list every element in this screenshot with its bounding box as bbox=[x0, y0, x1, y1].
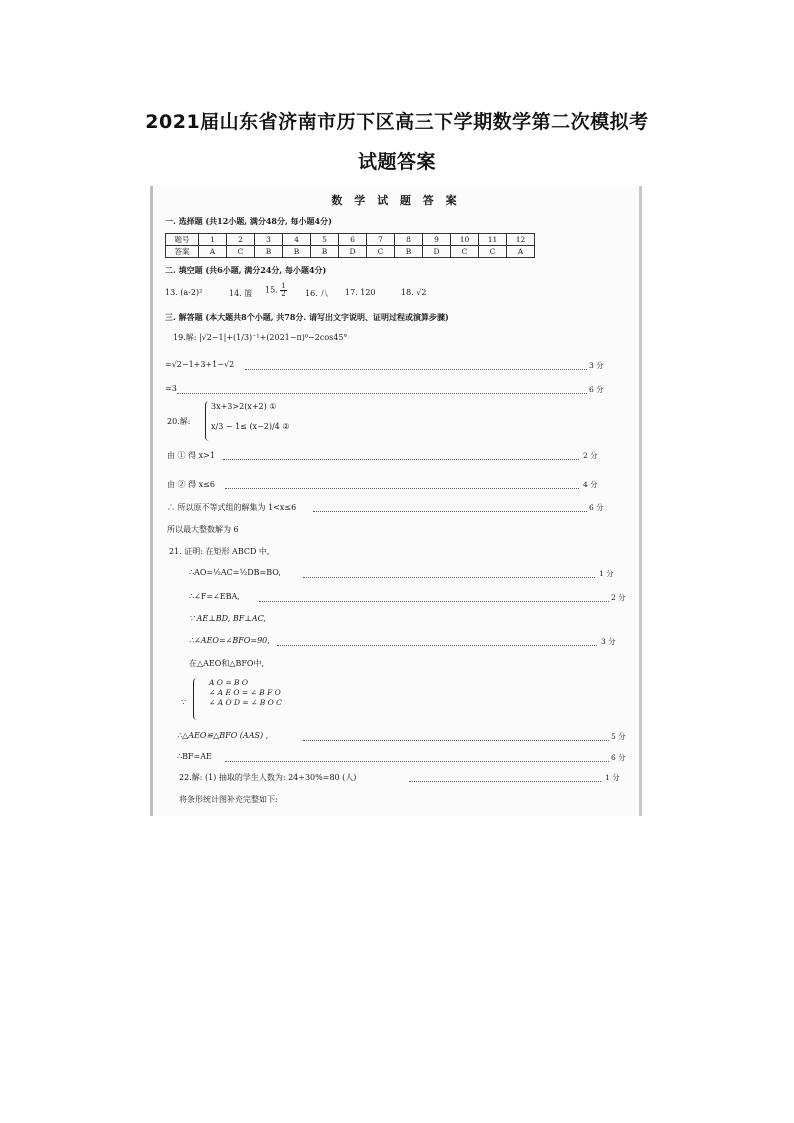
table-cell: C bbox=[479, 246, 507, 258]
q21-line5: 在△AEO和△BFO中, bbox=[189, 659, 265, 668]
table-cell: 11 bbox=[479, 234, 507, 246]
table-cell: 5 bbox=[311, 234, 339, 246]
q21-line4: ∴∠AEO=∠BFO=90, bbox=[189, 636, 270, 645]
dotted-leader bbox=[225, 488, 579, 489]
document-title-line2: 试题答案 bbox=[357, 151, 436, 173]
table-cell: 12 bbox=[507, 234, 535, 246]
dotted-leader bbox=[225, 761, 609, 762]
scan-heading: 数 学 试 题 答 案 bbox=[331, 194, 461, 207]
table-cell: 7 bbox=[367, 234, 395, 246]
q22-line1: 22.解: (1) 抽取的学生人数为: 24÷30%=80 (人) bbox=[179, 773, 357, 782]
q20-score1: 2 分 bbox=[583, 451, 598, 460]
table-cell: B bbox=[283, 246, 311, 258]
fraction-numerator: 1 bbox=[281, 282, 286, 290]
table-cell: 3 bbox=[255, 234, 283, 246]
q21-system-line3: ∠ A O D = ∠ B O C bbox=[209, 698, 282, 707]
fill-q14: 14. 篮 bbox=[229, 289, 253, 298]
dotted-leader bbox=[177, 393, 587, 394]
dotted-leader bbox=[313, 511, 587, 512]
table-cell: 2 bbox=[227, 234, 255, 246]
section1-heading: 一. 选择题 (共12小题, 满分48分, 每小题4分) bbox=[165, 216, 332, 226]
fill-q18: 18. √2 bbox=[401, 288, 427, 297]
q21-line1: ∴AO=½AC=½DB=BO, bbox=[189, 568, 281, 577]
table-cell: B bbox=[395, 246, 423, 258]
dotted-leader bbox=[303, 577, 595, 578]
table-cell: C bbox=[227, 246, 255, 258]
system-brace bbox=[205, 401, 210, 441]
fill-q15 bbox=[265, 283, 287, 298]
q22-line2: 将条形统计图补充完整如下: bbox=[179, 795, 278, 804]
table-cell: D bbox=[423, 246, 451, 258]
q21-score4: 3 分 bbox=[601, 637, 616, 646]
fill-q15-label: 15. bbox=[265, 285, 278, 295]
table-header-number: 题号 bbox=[166, 234, 199, 246]
q20-label: 20.解: bbox=[167, 417, 191, 426]
dotted-leader bbox=[277, 645, 597, 646]
q20-line2: 由 ② 得 x≤6 bbox=[167, 480, 215, 489]
fill-q17: 17. 120 bbox=[345, 288, 376, 297]
dotted-leader bbox=[409, 781, 601, 782]
table-cell: D bbox=[339, 246, 367, 258]
q21-score7: 6 分 bbox=[611, 753, 626, 762]
q20-score3: 6 分 bbox=[589, 503, 604, 512]
scanned-answer-sheet bbox=[150, 186, 642, 816]
q19-score3: 6 分 bbox=[589, 385, 604, 394]
q21-line6: ∴△AEO≌△BFO (AAS) , bbox=[177, 731, 269, 740]
q20-line4: 所以最大整数解为 6 bbox=[167, 525, 239, 534]
q19-line1: 19.解: |√2−1|+(1/3)⁻¹+(2021−π)⁰−2cos45° bbox=[173, 333, 348, 342]
table-header-answer: 答案 bbox=[166, 246, 199, 258]
table-cell: 1 bbox=[199, 234, 227, 246]
q20-eq2 bbox=[211, 422, 289, 431]
q21-line2: ∴∠F=∠EBA, bbox=[189, 592, 240, 601]
fill-q16: 16. 八 bbox=[305, 289, 329, 298]
fraction-denominator: 2 bbox=[281, 290, 286, 298]
q20-line3: ∴ 所以原不等式组的解集为 1<x≤6 bbox=[167, 503, 297, 512]
answer-table-answer-row bbox=[166, 246, 535, 258]
answer-table-number-row bbox=[166, 234, 535, 246]
q20-eq2-left: x/3 − 1≤ bbox=[211, 422, 247, 431]
system-brace bbox=[193, 678, 198, 720]
table-cell: 6 bbox=[339, 234, 367, 246]
table-cell: C bbox=[367, 246, 395, 258]
dotted-leader bbox=[223, 459, 579, 460]
table-cell: 9 bbox=[423, 234, 451, 246]
table-cell: A bbox=[507, 246, 535, 258]
table-cell: A bbox=[199, 246, 227, 258]
dotted-leader bbox=[245, 369, 587, 370]
dotted-leader bbox=[303, 740, 609, 741]
q19-line2: =√2−1+3+1−√2 bbox=[165, 360, 235, 369]
q21-score1: 1 分 bbox=[599, 569, 614, 578]
q20-eq2-right: (x−2)/4 ② bbox=[249, 422, 290, 431]
table-cell: B bbox=[255, 246, 283, 258]
q21-line7: ∴BF=AE bbox=[177, 752, 212, 761]
q21-system-line2: ∠ A E O = ∠ B F O bbox=[209, 688, 281, 697]
q20-eq1: 3x+3>2(x+2) ① bbox=[211, 402, 277, 411]
fill-q13: 13. (a-2)² bbox=[165, 288, 203, 297]
q20-score2: 4 分 bbox=[583, 480, 598, 489]
q19-line3: =3 bbox=[165, 384, 177, 393]
q20-line1: 由 ① 得 x>1 bbox=[167, 451, 215, 460]
table-cell: 10 bbox=[451, 234, 479, 246]
table-cell: 4 bbox=[283, 234, 311, 246]
dotted-leader bbox=[259, 601, 609, 602]
document-title-line1: 2021届山东省济南市历下区高三下学期数学第二次模拟考 bbox=[145, 111, 649, 133]
section3-heading: 三. 解答题 (本大题共8个小题, 共78分. 请写出文字说明、证明过程或演算步骤) bbox=[165, 312, 449, 322]
answer-table bbox=[165, 233, 535, 258]
section2-heading: 二. 填空题 (共6小题, 满分24分, 每小题4分) bbox=[165, 265, 327, 275]
because-symbol: ∵ bbox=[181, 698, 187, 707]
q21-intro: 21. 证明: 在矩形 ABCD 中, bbox=[169, 547, 270, 556]
q21-line3: ∵ AE⊥BD, BF⊥AC, bbox=[189, 614, 266, 623]
q21-system-line1: A O = B O bbox=[209, 678, 249, 687]
table-cell: B bbox=[311, 246, 339, 258]
q21-score6: 5 分 bbox=[611, 732, 626, 741]
q19-score2: 3 分 bbox=[589, 361, 604, 370]
q22-score1: 1 分 bbox=[605, 773, 620, 782]
table-cell: C bbox=[451, 246, 479, 258]
fraction bbox=[280, 283, 286, 298]
table-cell: 8 bbox=[395, 234, 423, 246]
q21-score2: 2 分 bbox=[611, 593, 626, 602]
